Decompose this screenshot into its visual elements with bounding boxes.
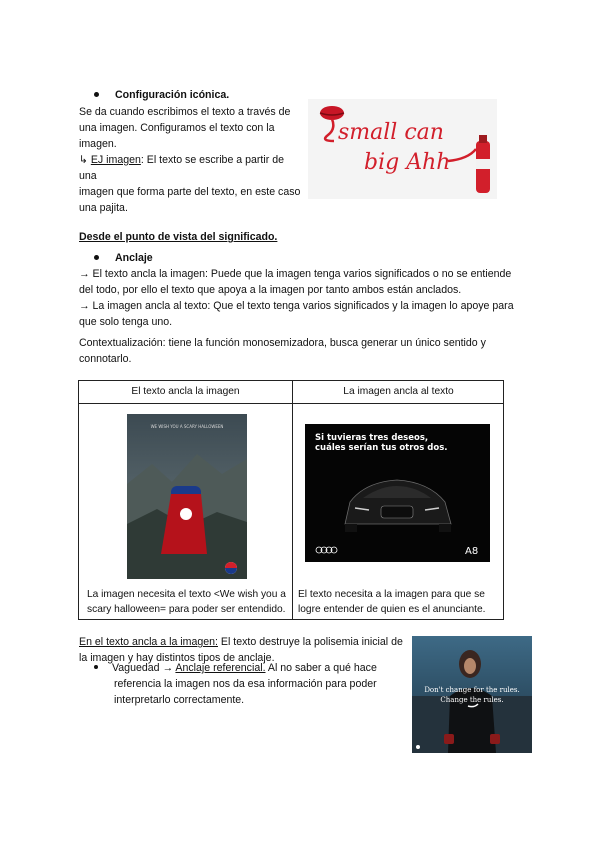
return-arrow-icon: ↳ xyxy=(79,154,91,166)
section3-line: la imagen y hay distintos tipos de anclaje. xyxy=(79,652,275,664)
table-divider xyxy=(292,381,293,619)
section3-underlined: En el texto ancla a la imagen: xyxy=(79,636,218,648)
anclaje-line: → La imagen ancla al texto: Que el texto tenga varios significados y la imagen lo apoye para xyxy=(79,300,514,312)
bullet-line xyxy=(94,660,394,676)
section2-title: Anclaje xyxy=(115,252,153,264)
section1-line: una imagen. Configuramos el texto con la xyxy=(79,122,275,134)
coke-text-1: small can xyxy=(338,120,444,145)
section3-text: El texto destruye la polisemia inicial de xyxy=(217,636,403,648)
table-header-col2: La imagen ancla al texto xyxy=(343,386,454,397)
heading-significado xyxy=(79,229,277,245)
section1-line: imagen que forma parte del texto, en este caso xyxy=(79,186,301,198)
section3-line xyxy=(79,634,409,650)
bullet-icon xyxy=(94,92,99,97)
example-text: : El texto se escribe a partir de una xyxy=(79,154,284,182)
context-line: connotarlo. xyxy=(79,353,132,365)
section1-example xyxy=(79,152,304,184)
section2-body xyxy=(79,266,519,330)
caption-line: El texto necesita a la imagen para que se xyxy=(298,589,485,600)
audi-ad-image xyxy=(305,424,490,562)
caption-line: logre entender de quien es el anunciante. xyxy=(298,604,486,615)
anclaje-line: del todo, por ello el texto que apoya a la imagen por tanto ambos están anclados. xyxy=(79,284,462,296)
section1-body xyxy=(79,104,304,216)
caption-line: La imagen necesita el texto <We wish you a xyxy=(87,589,286,600)
anclaje-line: que solo tenga uno. xyxy=(79,316,173,328)
section1-line: Se da cuando escribimos el texto a través de xyxy=(79,106,291,118)
context-line: Contextualización: tiene la función monosemizadora, busca generar un único sentido y xyxy=(79,337,486,349)
section2-title-row xyxy=(94,250,153,266)
audi-badge: A8 xyxy=(465,546,479,557)
nike-ad-image xyxy=(412,636,532,753)
audi-text-1: Si tuvieras tres deseos, xyxy=(315,433,429,443)
bullet-line: referencia la imagen nos da esa información para poder xyxy=(114,678,377,690)
audi-text-2: cuáles serían tus otros dos. xyxy=(315,443,448,453)
bullet-line: interpretarlo correctamente. xyxy=(114,694,245,706)
coke-text-2: big Ahh xyxy=(364,150,451,175)
section1-line: imagen. xyxy=(79,138,117,150)
section3-bullet xyxy=(94,660,394,708)
col2-caption xyxy=(298,587,498,617)
coke-straw-image xyxy=(308,99,497,199)
bullet-underlined: Anclaje referencial. xyxy=(175,662,266,674)
section1-line: una pajita. xyxy=(79,202,128,214)
section1-title-row xyxy=(94,87,229,103)
table-divider xyxy=(79,403,503,404)
nike-text-1: Don't change for the rules. xyxy=(424,686,520,694)
bullet-icon xyxy=(94,665,98,669)
table-header-col1: El texto ancla la imagen xyxy=(131,386,240,397)
example-link[interactable]: EJ imagen xyxy=(90,154,141,166)
anclaje-line: → El texto ancla la imagen: Puede que la imagen tenga varios significados o no se entiende xyxy=(79,268,512,280)
nike-text-2: Change the rules. xyxy=(440,696,504,704)
col1-caption xyxy=(87,587,287,617)
pepsi-tagline: WE WISH YOU A SCARY HALLOWEEN xyxy=(150,424,224,429)
context-body xyxy=(79,335,519,367)
heading-text: Desde el punto de vista del significado. xyxy=(79,231,278,243)
caption-line: scary halloween= para poder ser entendido. xyxy=(87,604,286,615)
section1-title: Configuración icónica. xyxy=(115,89,230,101)
bullet-prefix: Vaguedad → xyxy=(112,662,176,674)
bullet-rest: Al no saber a qué hace xyxy=(265,662,377,674)
anclaje-table xyxy=(78,380,504,620)
bullet-icon xyxy=(94,255,99,260)
pepsi-ad-image xyxy=(127,414,247,579)
